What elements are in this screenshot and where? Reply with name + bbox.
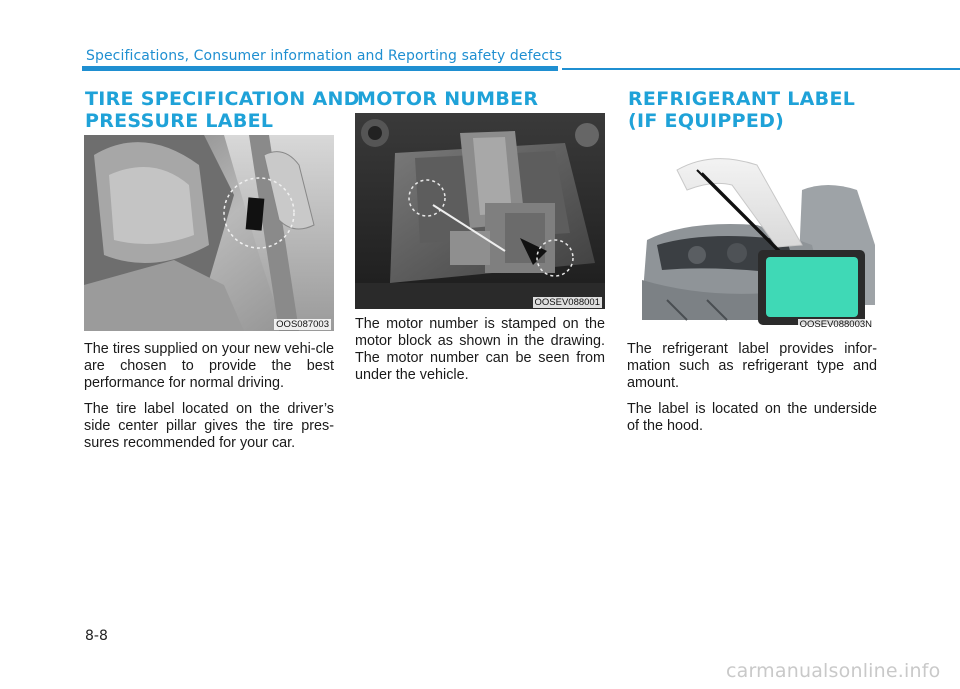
watermark: carmanualsonline.info (726, 660, 941, 682)
refrigerant-body-text (627, 341, 877, 444)
image-code: OOS087003 (276, 319, 329, 330)
title-line: PRESSURE LABEL (85, 110, 274, 132)
paragraph: The motor number is stamped on the motor block as shown in the drawing. The motor number can be seen from under the vehicle. (355, 316, 605, 383)
title-line: MOTOR NUMBER (357, 88, 539, 110)
section-title-tire (85, 88, 360, 132)
paragraph: The refrigerant label provides infor-mation such as refrigerant type and amount. (627, 341, 877, 391)
page-number: 8-8 (85, 628, 108, 644)
paragraph: The tire label located on the driver’s side center pillar gives the tire pres-sures recommended for your car. (84, 401, 334, 451)
title-line: TIRE SPECIFICATION AND (85, 88, 360, 110)
motor-body-text (355, 316, 605, 393)
running-header: Specifications, Consumer information and Reporting safety defects (86, 48, 563, 64)
tire-label-photo (84, 135, 334, 331)
title-line: REFRIGERANT LABEL (628, 88, 856, 110)
image-code: OOSEV088001 (534, 297, 600, 308)
refrigerant-label-photo (627, 135, 877, 331)
header-rule (82, 66, 558, 71)
motor-number-photo (355, 113, 605, 309)
paragraph: The label is located on the underside of the hood. (627, 401, 877, 434)
section-title-motor (357, 88, 538, 110)
section-title-refrigerant (628, 88, 855, 132)
title-line: (IF EQUIPPED) (628, 110, 785, 132)
header-rule-thin (562, 68, 960, 70)
tire-body-text (84, 341, 334, 461)
paragraph: The tires supplied on your new vehi-cle are chosen to provide the best performance for normal driving. (84, 341, 334, 391)
image-code: OOSEV088003N (799, 319, 872, 330)
